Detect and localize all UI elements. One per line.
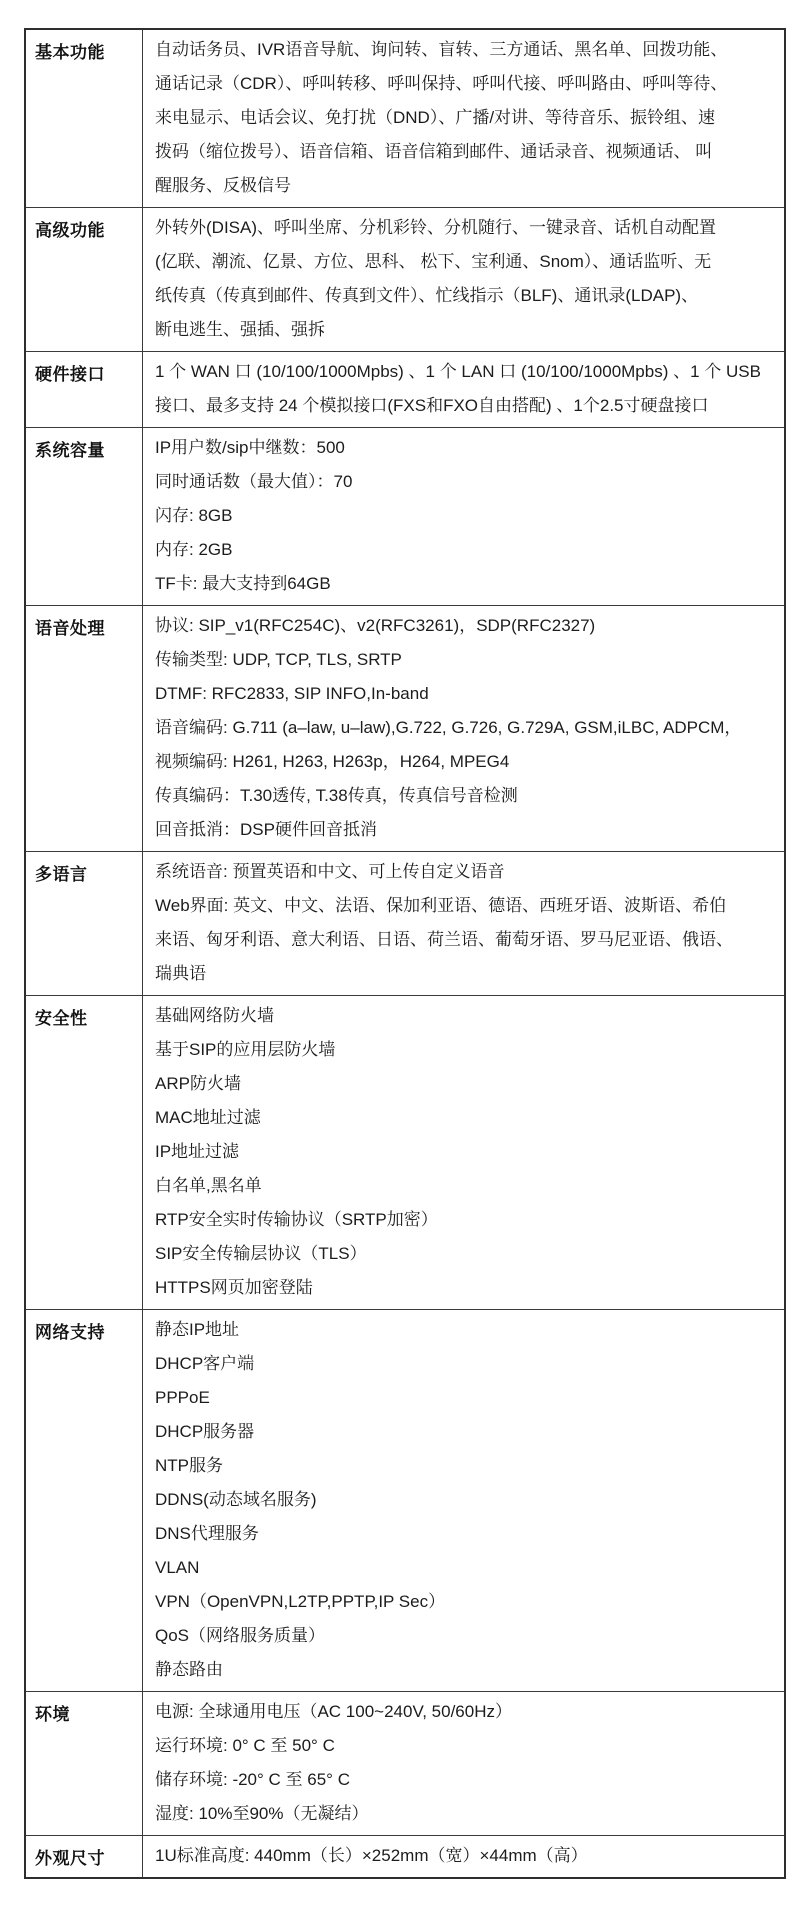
spec-line: 基础网络防火墙: [155, 1006, 274, 1025]
spec-line: 内存: 2GB: [155, 540, 233, 559]
spec-line: 白名单,黑名单: [155, 1176, 262, 1195]
row-content: [143, 208, 786, 352]
spec-table-body: [25, 29, 785, 1878]
spec-line: TF卡: 最大支持到64GB: [155, 574, 331, 593]
table-row: [25, 208, 785, 352]
table-row: [25, 428, 785, 606]
spec-line: 储存环境: -20° C 至 65° C: [155, 1770, 350, 1789]
spec-line: 语音编码: G.711 (a–law, u–law),G.722, G.726, G.729A, GSM,iLBC, ADPCM，: [155, 718, 742, 737]
spec-line: 外转外(DISA)、呼叫坐席、分机彩铃、分机随行、一键录音、话机自动配置: [155, 218, 716, 237]
row-content: [143, 996, 786, 1310]
spec-line: SIP安全传输层协议（TLS）: [155, 1244, 367, 1263]
row-content: [143, 852, 786, 996]
table-row: [25, 29, 785, 208]
spec-line: IP地址过滤: [155, 1142, 240, 1161]
table-row: [25, 852, 785, 996]
table-row: [25, 996, 785, 1310]
table-row: [25, 352, 785, 428]
spec-line: VPN（OpenVPN,L2TP,PPTP,IP Sec）: [155, 1592, 446, 1611]
row-content: [143, 1692, 786, 1836]
spec-line: DHCP服务器: [155, 1422, 255, 1441]
spec-line: NTP服务: [155, 1456, 223, 1475]
spec-line: 系统语音: 预置英语和中文、可上传自定义语音: [155, 862, 505, 881]
row-label: 网络支持: [25, 1310, 143, 1692]
spec-line: (亿联、潮流、亿景、方位、思科、 松下、宝利通、Snom）、通话监听、无: [155, 252, 712, 271]
spec-line: PPPoE: [155, 1388, 210, 1407]
spec-line: IP用户数/sip中继数：500: [155, 438, 345, 457]
spec-line: 静态IP地址: [155, 1320, 240, 1339]
row-content: [143, 352, 786, 428]
row-content: [143, 1310, 786, 1692]
spec-line: 静态路由: [155, 1660, 223, 1679]
table-row: [25, 1836, 785, 1879]
row-label: 系统容量: [25, 428, 143, 606]
spec-line: 来语、匈牙利语、意大利语、日语、荷兰语、葡萄牙语、罗马尼亚语、俄语、: [155, 930, 733, 949]
spec-line: 闪存: 8GB: [155, 506, 233, 525]
spec-line: 电源: 全球通用电压（AC 100~240V, 50/60Hz）: [155, 1702, 512, 1721]
row-label: 基本功能: [25, 29, 143, 208]
spec-line: 视频编码: H261, H263, H263p，H264, MPEG4: [155, 752, 510, 771]
spec-line: HTTPS网页加密登陆: [155, 1278, 313, 1297]
row-label: 外观尺寸: [25, 1836, 143, 1879]
spec-line: 同时通话数（最大值）：70: [155, 472, 353, 491]
spec-line: DNS代理服务: [155, 1524, 259, 1543]
spec-line: DHCP客户端: [155, 1354, 255, 1373]
spec-line: 传输类型: UDP, TCP, TLS, SRTP: [155, 650, 402, 669]
spec-table: [24, 28, 786, 1879]
spec-line: QoS（网络服务质量）: [155, 1626, 326, 1645]
spec-line: 基于SIP的应用层防火墙: [155, 1040, 336, 1059]
spec-line: 1 个 WAN 口 (10/100/1000Mpbs) 、1 个 LAN 口 (10/100/1000Mpbs) 、1 个 USB: [155, 362, 761, 381]
table-row: [25, 606, 785, 852]
row-label: 硬件接口: [25, 352, 143, 428]
spec-line: 拨码（缩位拨号）、语音信箱、语音信箱到邮件、通话录音、视频通话、 叫: [155, 142, 713, 161]
spec-line: Web界面: 英文、中文、法语、保加利亚语、德语、西班牙语、波斯语、希伯: [155, 896, 727, 915]
spec-line: 通话记录（CDR）、呼叫转移、呼叫保持、呼叫代接、呼叫路由、呼叫等待、: [155, 74, 728, 93]
spec-line: 回音抵消：DSP硬件回音抵消: [155, 820, 377, 839]
spec-line: DTMF: RFC2833, SIP INFO,In-band: [155, 684, 429, 703]
row-label: 语音处理: [25, 606, 143, 852]
spec-line: 运行环境: 0° C 至 50° C: [155, 1736, 335, 1755]
spec-line: 醒服务、反极信号: [155, 176, 291, 195]
spec-line: 自动话务员、IVR语音导航、询问转、盲转、三方通话、黑名单、回拨功能、: [155, 40, 728, 59]
spec-line: 纸传真（传真到邮件、传真到文件）、忙线指示（BLF)、通讯录(LDAP)、: [155, 286, 699, 305]
table-row: [25, 1310, 785, 1692]
table-row: [25, 1692, 785, 1836]
spec-line: MAC地址过滤: [155, 1108, 261, 1127]
row-content: [143, 29, 786, 208]
spec-line: ARP防火墙: [155, 1074, 241, 1093]
spec-line: 接口、最多支持 24 个模拟接口(FXS和FXO自由搭配) 、1个2.5寸硬盘接口: [155, 396, 709, 415]
row-content: [143, 428, 786, 606]
spec-line: 断电逃生、强插、强拆: [155, 320, 325, 339]
spec-line: 瑞典语: [155, 964, 206, 983]
spec-line: 传真编码：T.30透传, T.38传真，传真信号音检测: [155, 786, 518, 805]
spec-line: 协议: SIP_v1(RFC254C)、v2(RFC3261)，SDP(RFC2327): [155, 616, 596, 635]
row-label: 高级功能: [25, 208, 143, 352]
spec-line: 湿度: 10%至90%（无凝结）: [155, 1804, 369, 1823]
spec-line: 1U标准高度: 440mm（长）×252mm（宽）×44mm（高）: [155, 1846, 588, 1865]
spec-line: 来电显示、电话会议、免打扰（DND）、广播/对讲、等待音乐、振铃组、速: [155, 108, 716, 127]
row-label: 多语言: [25, 852, 143, 996]
row-label: 环境: [25, 1692, 143, 1836]
spec-line: VLAN: [155, 1558, 200, 1577]
row-content: [143, 606, 786, 852]
row-content: [143, 1836, 786, 1879]
row-label: 安全性: [25, 996, 143, 1310]
spec-line: RTP安全实时传输协议（SRTP加密）: [155, 1210, 438, 1229]
spec-line: DDNS(动态域名服务): [155, 1490, 317, 1509]
